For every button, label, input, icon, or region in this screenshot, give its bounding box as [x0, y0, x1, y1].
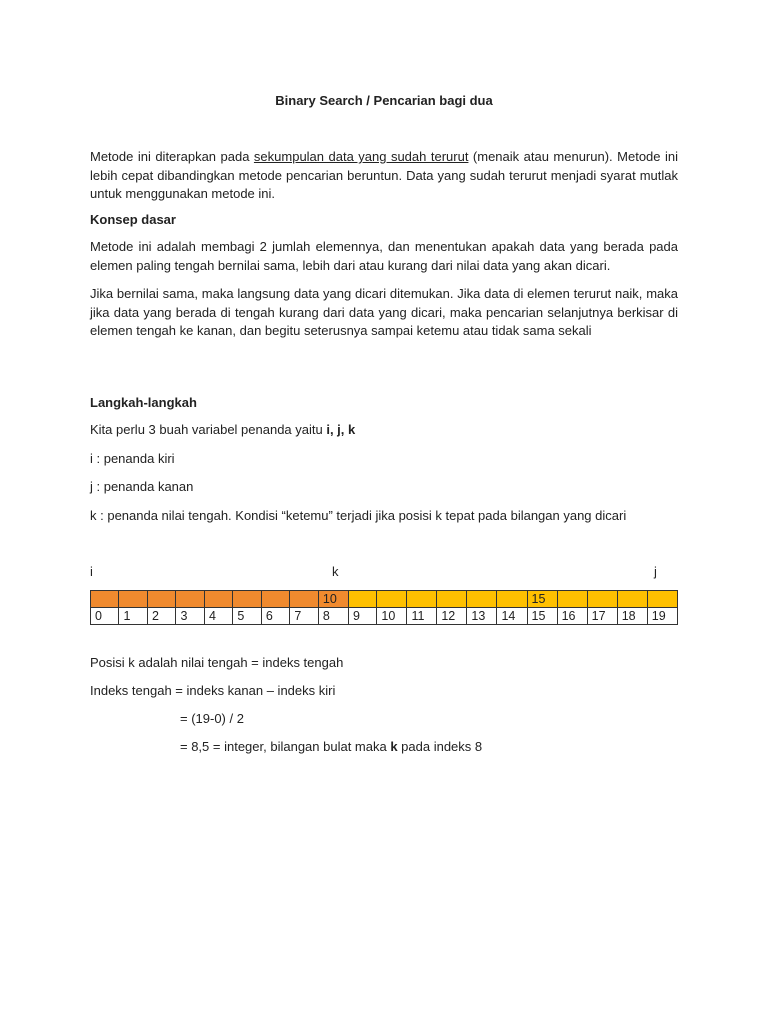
array-value-cell	[587, 591, 617, 608]
array-index-cell: 3	[176, 608, 204, 625]
array-index-cell: 16	[557, 608, 587, 625]
array-index-cell: 7	[290, 608, 318, 625]
array-index-cell: 17	[587, 608, 617, 625]
array-value-cell: 10	[318, 591, 348, 608]
array-value-cell	[348, 591, 376, 608]
array-value-cell	[290, 591, 318, 608]
array-value-cell	[91, 591, 119, 608]
array-index-cell: 18	[617, 608, 647, 625]
konsep-paragraph-2: Jika bernilai sama, maka langsung data yang dicari ditemukan. Jika data di elemen terurut naik, maka jika data yang berada di tengah kurang dari data yang dicari, maka pencarian selanjutnya berkisar di elemen tengah ke kanan, dan begitu seterusnya sampai ketemu atau tidak sama sekali	[90, 286, 678, 338]
array-index-cell: 19	[647, 608, 677, 625]
array-index-cell: 12	[437, 608, 467, 625]
array-value-cell	[204, 591, 232, 608]
calc-line-4-before: = 8,5 = integer, bilangan bulat maka	[180, 739, 391, 754]
langkah-heading: Langkah-langkah	[90, 395, 197, 410]
array-index-cell: 11	[407, 608, 437, 625]
marker-k: k	[332, 564, 339, 579]
pointer-markers	[90, 564, 678, 582]
array-index-cell: 5	[233, 608, 261, 625]
calc-line-3: = (19-0) / 2	[180, 711, 244, 726]
intro-underlined-text: sekumpulan data yang sudah terurut	[253, 149, 469, 164]
variables-line	[90, 422, 355, 437]
array-index-cell: 10	[377, 608, 407, 625]
intro-text-after: (menaik atau menurun). Metode ini lebih cepat dibandingkan metode pencarian beruntun. Data yang sudah terurut menjadi syarat mutlak untuk menggunakan metode ini.	[90, 149, 678, 201]
array-index-cell: 0	[91, 608, 119, 625]
marker-j: j	[654, 564, 657, 579]
variables-text: Kita perlu 3 buah variabel penanda yaitu	[90, 422, 327, 437]
document-page	[90, 0, 678, 1024]
intro-text-before: Metode ini diterapkan pada	[90, 149, 254, 164]
konsep-heading: Konsep dasar	[90, 212, 176, 227]
array-value-cell	[176, 591, 204, 608]
intro-paragraph	[90, 148, 678, 204]
array-value-cell	[147, 591, 175, 608]
array-value-cell	[377, 591, 407, 608]
array-value-cell	[557, 591, 587, 608]
marker-i: i	[90, 564, 93, 579]
array-value-cell	[119, 591, 147, 608]
array-index-cell: 4	[204, 608, 232, 625]
array-index-cell: 15	[527, 608, 557, 625]
array-index-cell: 13	[467, 608, 497, 625]
calc-line-1: Posisi k adalah nilai tengah = indeks tengah	[90, 655, 344, 670]
array-index-row	[91, 608, 678, 625]
array-value-cell	[261, 591, 289, 608]
array-index-cell: 1	[119, 608, 147, 625]
variables-bold: i, j, k	[326, 422, 356, 437]
calc-line-2: Indeks tengah = indeks kanan – indeks kiri	[90, 683, 336, 698]
calc-line-4-bold: k	[390, 739, 398, 754]
calc-line-4-after: pada indeks 8	[397, 739, 483, 754]
array-value-cell	[233, 591, 261, 608]
array-index-cell: 14	[497, 608, 527, 625]
array-index-cell: 9	[348, 608, 376, 625]
array-value-cell	[497, 591, 527, 608]
array-table	[90, 590, 678, 625]
document-title: Binary Search / Pencarian bagi dua	[275, 93, 493, 108]
array-value-cell: 15	[527, 591, 557, 608]
konsep-paragraph-1: Metode ini adalah membagi 2 jumlah elemennya, dan menentukan apakah data yang berada pada elemen paling tengah bernilai sama, lebih dari atau kurang dari nilai data yang akan dicari.	[90, 239, 678, 273]
k-description: k : penanda nilai tengah. Kondisi “ketemu” terjadi jika posisi k tepat pada bilangan yang dicari	[90, 508, 627, 523]
j-description: j : penanda kanan	[90, 479, 194, 494]
array-index-cell: 8	[318, 608, 348, 625]
array-value-cell	[617, 591, 647, 608]
array-index-cell: 6	[261, 608, 289, 625]
array-value-row	[91, 591, 678, 608]
array-index-cell: 2	[147, 608, 175, 625]
array-value-cell	[647, 591, 677, 608]
calc-line-4	[180, 739, 482, 754]
array-value-cell	[407, 591, 437, 608]
array-value-cell	[437, 591, 467, 608]
array-value-cell	[467, 591, 497, 608]
i-description: i : penanda kiri	[90, 451, 175, 466]
